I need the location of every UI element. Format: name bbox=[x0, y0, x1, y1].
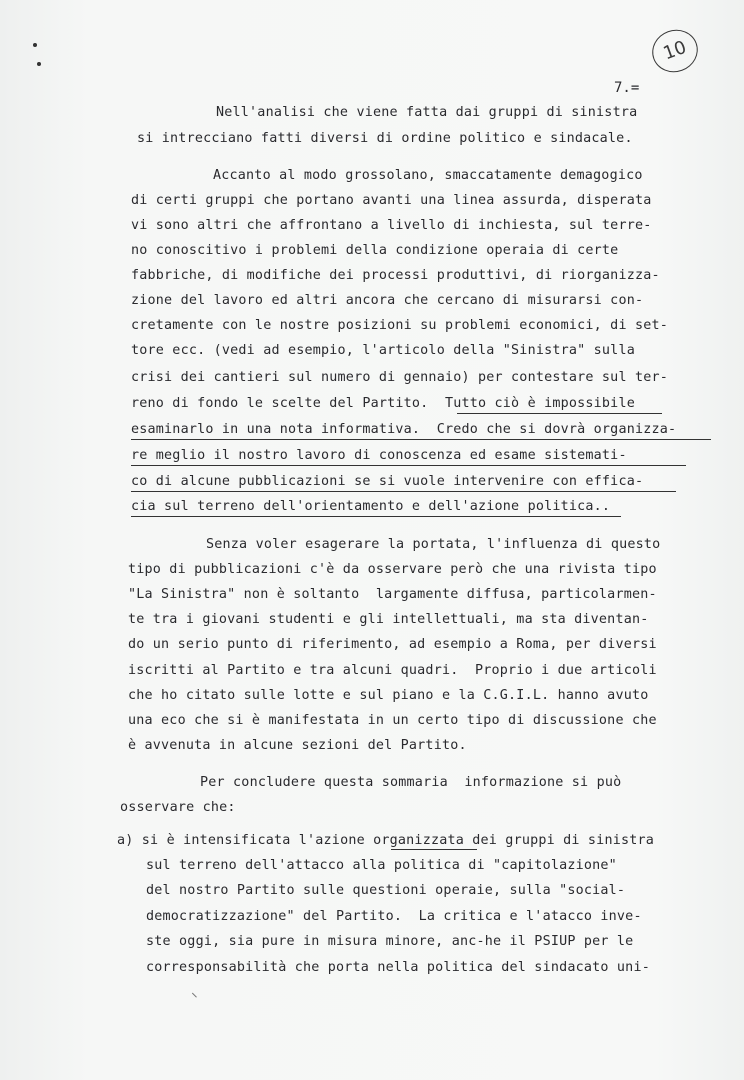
text-line: che ho citato sulle lotte e sul piano e la C.G.I.L. hanno avuto bbox=[128, 688, 649, 703]
text-line: reno di fondo le scelte del Partito. Tutto ciò è impossibile bbox=[131, 396, 635, 411]
text-line: cretamente con le nostre posizioni su problemi economici, di set- bbox=[131, 318, 669, 333]
text-line: di certi gruppi che portano avanti una linea assurda, disperata bbox=[131, 193, 652, 208]
underline bbox=[131, 465, 686, 466]
underline bbox=[391, 849, 477, 850]
text-line: co di alcune pubblicazioni se si vuole intervenire con effica- bbox=[131, 474, 644, 489]
text-line: do un serio punto di riferimento, ad esempio a Roma, per diversi bbox=[128, 637, 657, 652]
text-line: democratizzazione" del Partito. La critica e l'atacco inve- bbox=[146, 909, 642, 924]
text-line: osservare che: bbox=[120, 800, 236, 815]
text-line: Senza voler esagerare la portata, l'influenza di questo bbox=[206, 537, 661, 552]
text-line: è avvenuta in alcune sezioni del Partito. bbox=[128, 738, 467, 753]
text-line: Nell'analisi che viene fatta dai gruppi di sinistra bbox=[216, 105, 638, 120]
margin-dot bbox=[33, 43, 37, 47]
text-line: vi sono altri che affrontano a livello di inchiesta, sul terre- bbox=[131, 218, 652, 233]
text-line: Per concludere questa sommaria informazione si può bbox=[200, 775, 622, 790]
text-line: una eco che si è manifestata in un certo tipo di discussione che bbox=[128, 713, 657, 728]
underline bbox=[131, 439, 711, 440]
text-line: re meglio il nostro lavoro di conoscenza ed esame sistemati- bbox=[131, 448, 627, 463]
page-stamp: 10 bbox=[646, 23, 704, 78]
text-line: ste oggi, sia pure in misura minore, anc-he il PSIUP per le bbox=[146, 934, 634, 949]
stray-mark bbox=[192, 988, 201, 997]
text-line: tipo di pubblicazioni c'è da osservare però che una rivista tipo bbox=[128, 562, 657, 577]
text-line: tore ecc. (vedi ad esempio, l'articolo della "Sinistra" sulla bbox=[131, 343, 635, 358]
text-line: a) si è intensificata l'azione organizzata dei gruppi di sinistra bbox=[117, 833, 655, 848]
text-line: sul terreno dell'attacco alla politica di "capitolazione" bbox=[146, 858, 617, 873]
text-line: fabbriche, di modifiche dei processi produttivi, di riorganizza- bbox=[131, 268, 660, 283]
text-line: si intrecciano fatti diversi di ordine politico e sindacale. bbox=[137, 131, 633, 146]
text-line: no conoscitivo i problemi della condizione operaia di certe bbox=[131, 243, 619, 258]
text-line: cia sul terreno dell'orientamento e dell'azione politica.. bbox=[131, 499, 611, 514]
text-line: Accanto al modo grossolano, smaccatamente demagogico bbox=[213, 168, 643, 183]
underline bbox=[131, 516, 621, 517]
underline bbox=[131, 491, 676, 492]
text-line: "La Sinistra" non è soltanto largamente diffusa, particolarmen- bbox=[128, 587, 657, 602]
text-line: del nostro Partito sulle questioni operaie, sulla "social- bbox=[146, 883, 626, 898]
text-line: corresponsabilità che porta nella politica del sindacato uni- bbox=[146, 960, 650, 975]
text-line: te tra i giovani studenti e gli intellettuali, ma sta diventan- bbox=[128, 612, 649, 627]
text-line: esaminarlo in una nota informativa. Credo che si dovrà organizza- bbox=[131, 422, 677, 437]
underline bbox=[457, 413, 662, 414]
text-line: iscritti al Partito e tra alcuni quadri. Proprio i due articoli bbox=[128, 663, 657, 678]
text-line: zione del lavoro ed altri ancora che cercano di misurarsi con- bbox=[131, 293, 644, 308]
margin-dot bbox=[37, 62, 41, 66]
text-line: crisi dei cantieri sul numero di gennaio) per contestare sul ter- bbox=[131, 370, 669, 385]
page-number: 7.= bbox=[614, 80, 640, 96]
